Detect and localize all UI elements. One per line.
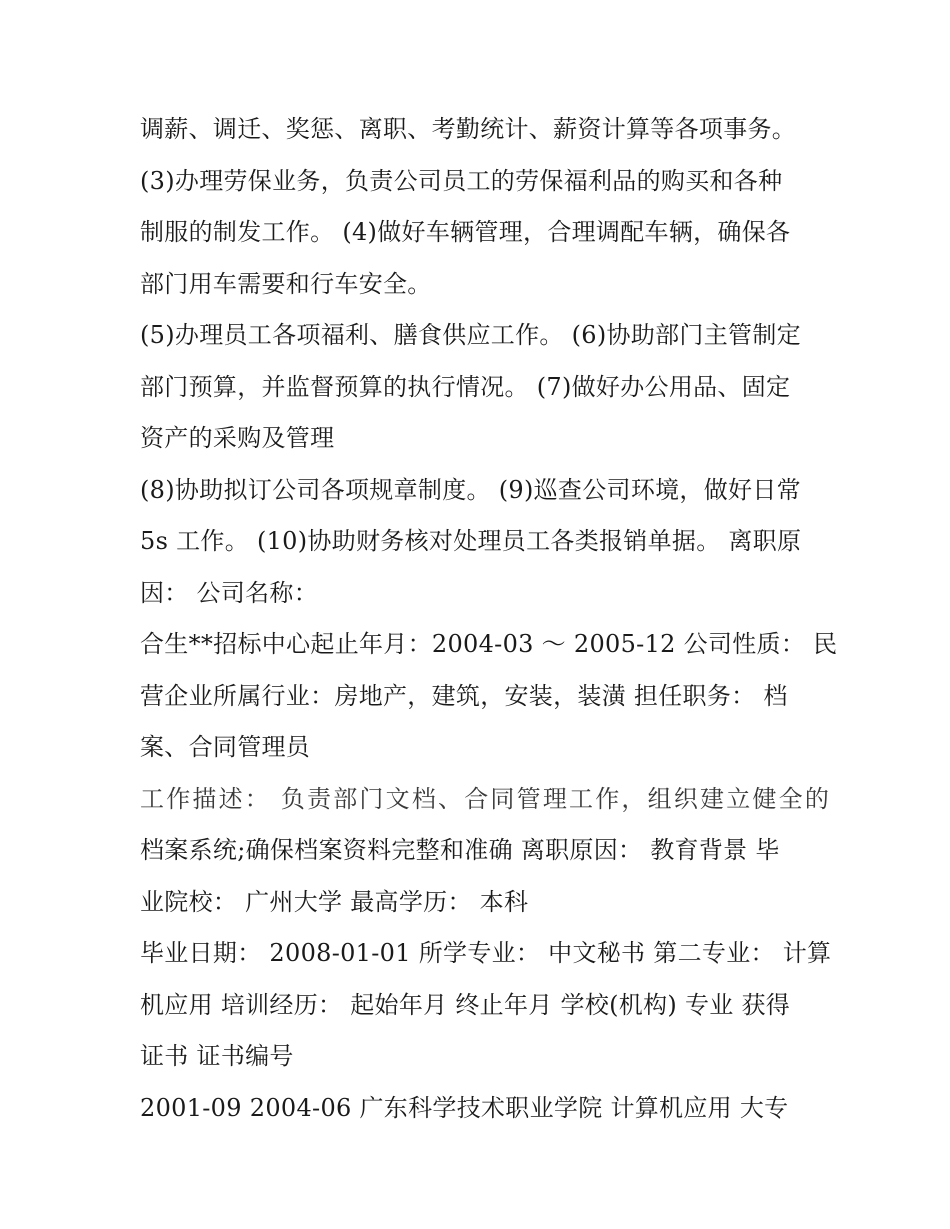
document-body: [140, 104, 838, 1134]
text-line: 制服的制发工作。 (4)做好车辆管理，合理调配车辆，确保各: [140, 218, 791, 246]
text-line: 业院校： 广州大学 最高学历： 本科: [140, 887, 529, 916]
text-line: 证书 证书编号: [140, 1042, 294, 1070]
text-line: 案、合同管理员: [140, 733, 311, 761]
text-line: 调薪、调迁、奖惩、离职、考勤统计、薪资计算等各项事务。: [140, 115, 797, 143]
text-line: (3)办理劳保业务，负责公司员工的劳保福利品的购买和各种: [140, 166, 783, 195]
text-line: 毕业日期： 2008-01-01 所学专业： 中文秘书 第二专业： 计算: [140, 939, 832, 967]
text-line: 工作描述： 负责部门文档、合同管理工作，组织建立健全的: [140, 784, 832, 813]
text-line: 5s 工作。 (10)协助财务核对处理员工各类报销单据。 离职原: [140, 527, 802, 555]
text-line: 2001-09 2004-06 广东科学技术职业学院 计算机应用 大专: [140, 1093, 789, 1122]
text-line: 档案系统;确保档案资料完整和准确 离职原因： 教育背景 毕: [140, 836, 780, 864]
text-line: 部门用车需要和行车安全。: [140, 269, 432, 298]
text-line: (8)协助拟订公司各项规章制度。 (9)巡查公司环境，做好日常: [140, 475, 801, 504]
text-line: 合生**招标中心起止年月：2004-03 ～ 2005-12 公司性质： 民: [140, 630, 838, 658]
text-line: 营企业所属行业：房地产，建筑，安装，装潢 担任职务： 档: [140, 681, 788, 710]
text-line: 机应用 培训经历： 起始年月 终止年月 学校(机构) 专业 获得: [140, 990, 791, 1019]
text-line: (5)办理员工各项福利、膳食供应工作。 (6)协助部门主管制定: [140, 321, 801, 349]
text-line: 因： 公司名称：: [140, 578, 319, 607]
text-line: 部门预算，并监督预算的执行情况。 (7)做好办公用品、固定: [140, 372, 791, 401]
text-line: 资产的采购及管理: [140, 424, 335, 452]
